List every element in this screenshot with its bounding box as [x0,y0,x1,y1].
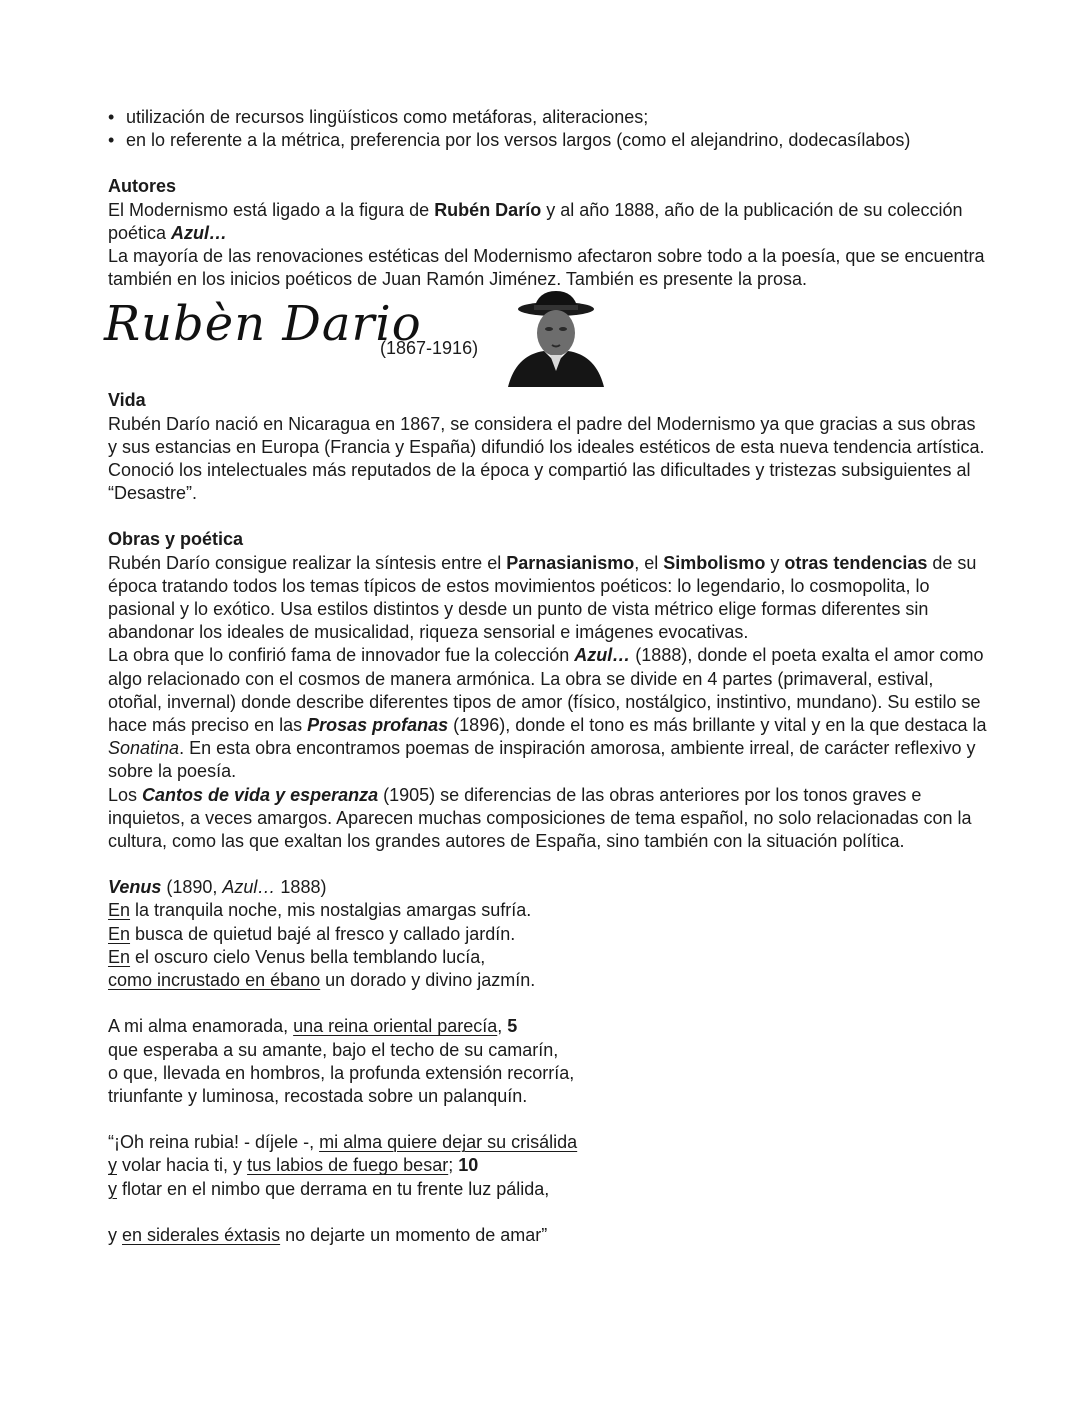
obras-paragraph-1: Rubén Darío consigue realizar la síntesis entre el Parnasianismo, el Simbolismo y otras tendencias de su época tratando todos los temas típicos de estos movimientos poéticos: lo legendario, lo cosmopolita, lo pasional y lo exótico. Usa estilos distintos y desde un punto de vista métrico elige formas diferentes sin abandonar los ideales de musicalidad, riqueza sensorial e imágenes evocativas. [108,552,977,643]
author-signature: Rubèn Dario [104,296,422,353]
poem-line: A mi alma enamorada, una reina oriental parecía, 5 [108,1016,518,1037]
poem-line: “¡Oh reina rubia! - díjele -, mi alma quiere dejar su crisálida [108,1132,578,1153]
list-item: • en lo referente a la métrica, preferencia por los versos largos (como el alejandrino, dodecasílabos) [108,129,988,152]
poem-line: En la tranquila noche, mis nostalgias amargas sufría. [108,900,532,921]
poem-line: En el oscuro cielo Venus bella temblando lucía, [108,946,486,967]
poem-line: y volar hacia ti, y tus labios de fuego besar; 10 [108,1155,479,1176]
bullet-icon: • [108,130,115,151]
obras-paragraph-3: Los Cantos de vida y esperanza (1905) se diferencias de las obras anteriores por los tonos graves e inquietos, a veces amargos. Aparecen muchas composiciones de tema español, no solo relacionadas con la cultura, como las que exaltan los grandes autores de España, sino también con la situación política. [108,784,972,852]
section-heading-obras: Obras y poética [108,529,244,550]
autores-paragraph: El Modernismo está ligado a la figura de Rubén Darío y al año 1888, año de la publicación de su colección poética Azul… [108,199,963,243]
poem [108,876,988,1247]
bullet-list [108,106,988,152]
author-portrait-image [504,289,608,387]
poem-title: Venus (1890, Azul… 1888) [108,877,327,898]
author-header [104,296,988,389]
poem-line: triunfante y luminosa, recostada sobre un palanquín. [108,1085,528,1106]
document-page [104,106,988,1247]
section-heading-autores: Autores [108,176,177,197]
poem-line: y flotar en el nimbo que derrama en tu frente luz pálida, [108,1178,550,1199]
author-dates: (1867-1916) [380,338,479,359]
bullet-icon: • [108,107,115,127]
section-heading-vida: Vida [108,390,146,411]
poem-line: como incrustado en ébano un dorado y divino jazmín. [108,970,536,991]
obras-paragraph-2: La obra que lo confirió fama de innovador fue la colección Azul… (1888), donde el poeta exalta el amor como algo relacionado con el cosmos de manera armónica. La obra se divide en 4 partes (primaveral, estival, otoñal, invernal) donde describe diferentes tipos de amor (físico, nostálgico, instintivo, mundano). Su estilo se hace más preciso en las Prosas profanas (1896), donde el tono es más brillante y vital y en la que destaca la Sonatina. En esta obra encontramos poemas de inspiración amorosa, ambiente irreal, de carácter reflexivo y sobre la poesía. [108,645,987,782]
autores-paragraph-2: La mayoría de las renovaciones estéticas del Modernismo afectaron sobre todo a la poesía, que se encuentra también en los inicios poéticos de Juan Ramón Jiménez. También es presente la prosa. [108,246,985,290]
poem-line: En busca de quietud bajé al fresco y callado jardín. [108,923,516,944]
vida-paragraph: Rubén Darío nació en Nicaragua en 1867, se considera el padre del Modernismo ya que gracias a sus obras y sus estancias en Europa (Francia y España) difundió los ideales estéticos de esta nueva tendencia artística. Conoció los intelectuales más reputados de la época y compartió las dificultades y tristezas subsiguientes al “Desastre”. [108,413,985,504]
poem-line: o que, llevada en hombros, la profunda extensión recorría, [108,1062,575,1083]
list-item: • utilización de recursos lingüísticos como metáforas, aliteraciones; [108,106,988,129]
poem-line: y en siderales éxtasis no dejarte un momento de amar” [108,1224,548,1245]
poem-line: que esperaba a su amante, bajo el techo de su camarín, [108,1039,559,1060]
